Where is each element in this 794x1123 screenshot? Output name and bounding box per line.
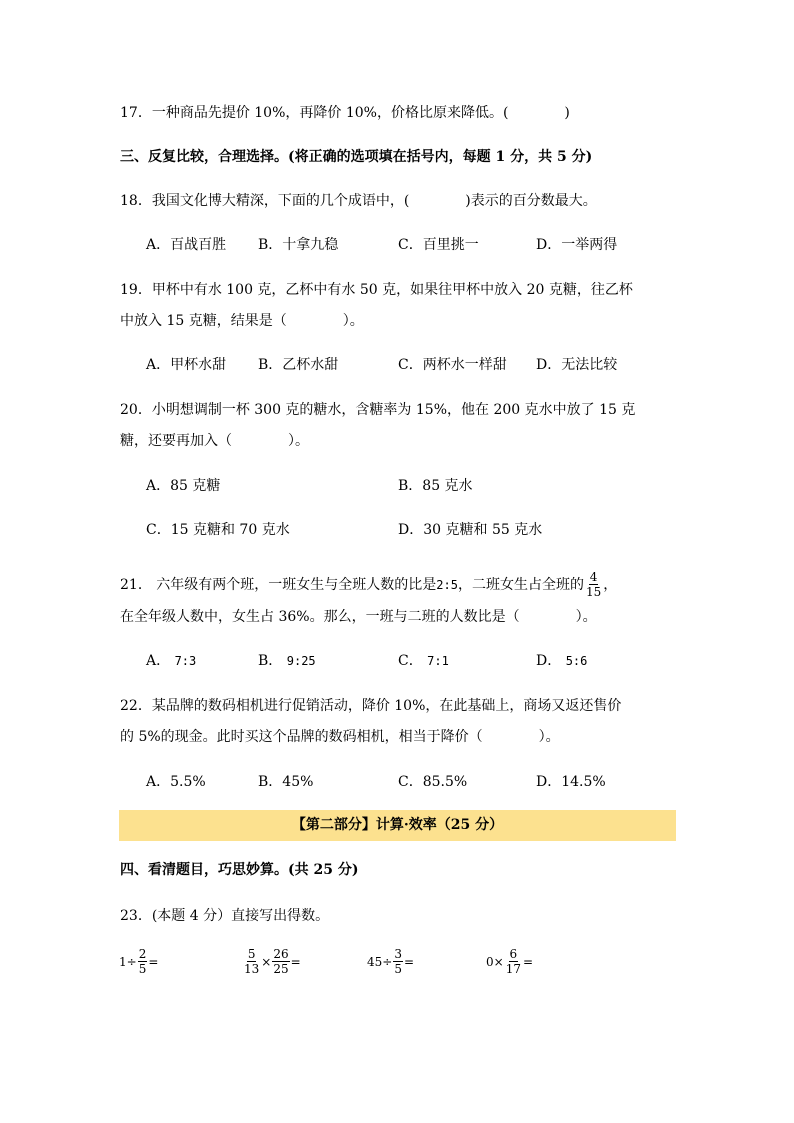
question-19-line-1: 19．甲杯中有水 100 克，乙杯中有水 50 克，如果往甲杯中放入 20 克糖，往乙杯 [120,282,633,298]
expression-2-equals: = [290,954,301,969]
expression-2-fraction-2 [272,947,289,976]
question-17: 17．一种商品先提价 10%，再降价 10%，价格比原来降低。( ) [120,105,570,121]
expression-1-numerator: 2 [138,947,147,961]
expression-4 [486,947,533,976]
question-20-line-2: 糖，还要再加入（ ）。 [120,433,309,449]
expression-2-numerator-2: 26 [273,947,289,961]
q19-option-b: B．乙杯水甜 [258,357,339,373]
expression-2-denominator-2: 25 [273,962,289,976]
section-3-title: 三、反复比较，合理选择。(将正确的选项填在括号内，每题 1 分，共 5 分) [120,149,593,165]
expression-3-numerator: 3 [394,947,402,961]
q21-option-b [258,651,316,671]
expression-1-equals: = [148,954,159,969]
q19-option-a: A．甲杯水甜 [146,357,227,373]
expression-1-fraction [138,947,148,976]
part-2-banner [119,810,676,841]
q21-text-a: 21． 六年级有两个班，一班女生与全班人数的比是 [120,576,437,593]
question-19-line-2: 中放入 15 克糖，结果是（ ）。 [120,313,364,329]
expression-3-equals: = [403,954,415,969]
q21-option-b-label: B． [258,653,283,669]
q21-option-d [536,651,587,671]
expression-3-fraction [393,947,403,976]
expression-2-fraction-1 [243,947,260,976]
part-2-banner-text: 【第二部分】计算·效率（25 分） [291,817,504,833]
question-20-line-1: 20．小明想调制一杯 300 克的糖水，含糖率为 15%，他在 200 克水中放了 15 克 [120,402,636,418]
q21-option-c-label: C． [398,653,423,669]
q21-ratio: 2:5 [436,577,458,592]
q22-option-d: D．14.5% [536,774,606,790]
q18-option-d: D．一举两得 [536,237,618,253]
expression-1-denominator: 5 [138,962,147,976]
q19-option-d: D．无法比较 [536,357,618,373]
question-22-line-2: 的 5%的现金。此时买这个品牌的数码相机，相当于降价（ ）。 [120,729,560,745]
q21-option-c-value: 7:1 [427,654,449,668]
question-21-line-2: 在全年级人数中，女生占 36%。那么，一班与二班的人数比是（ ）。 [120,609,597,625]
q22-option-a: A．5.5% [146,774,206,790]
q21-option-a-label: A． [146,653,171,669]
question-18: 18．我国文化博大精深，下面的几个成语中，( )表示的百分数最大。 [120,193,597,209]
expression-3-denominator: 5 [394,962,402,976]
q18-option-c: C．百里挑一 [398,237,479,253]
q20-option-a: A．85 克糖 [146,478,221,494]
q20-option-c: C．15 克糖和 70 克水 [146,522,290,538]
q21-option-d-label: D． [536,653,562,669]
expression-1-prefix: 1÷ [119,954,137,969]
expression-4-equals: = [522,954,534,969]
expression-4-fraction [505,947,522,976]
q21-option-a [146,651,196,671]
q21-text-b: ，二班女生占全班的 [457,576,584,593]
q19-option-c: C．两杯水一样甜 [398,357,507,373]
q21-option-b-value: 9:25 [286,654,316,668]
expression-1 [119,947,158,976]
expression-4-denominator: 17 [505,962,521,976]
q20-option-b: B．85 克水 [398,478,473,494]
q18-option-b: B．十拿九稳 [258,237,339,253]
q21-fraction-denominator: 15 [585,585,602,599]
q22-option-c: C．85.5% [398,774,468,790]
expression-2-operator: × [261,954,272,969]
q21-option-c [398,651,449,671]
question-21-line-1 [120,570,617,599]
q21-option-a-value: 7:3 [174,654,197,668]
section-4-title: 四、看清题目，巧思妙算。(共 25 分) [120,862,359,878]
expression-4-numerator: 6 [509,947,518,961]
expression-3 [367,947,414,976]
expression-2 [242,947,301,976]
expression-2-numerator-1: 5 [247,947,256,961]
q20-option-d: D．30 克糖和 55 克水 [398,522,543,538]
q18-option-a: A．百战百胜 [146,237,227,253]
question-23: 23．(本题 4 分）直接写出得数。 [120,908,330,924]
q21-option-d-value: 5:6 [565,654,588,668]
q21-fraction [585,570,602,599]
expression-4-prefix: 0× [486,954,504,969]
q21-fraction-numerator: 4 [589,570,598,584]
question-22-line-1: 22．某品牌的数码相机进行促销活动，降价 10%，在此基础上，商场又返还售价 [120,698,622,714]
q21-text-c: ， [603,576,618,593]
expression-2-denominator-1: 13 [244,962,260,976]
q22-option-b: B．45% [258,774,314,790]
expression-3-prefix: 45÷ [367,954,393,969]
